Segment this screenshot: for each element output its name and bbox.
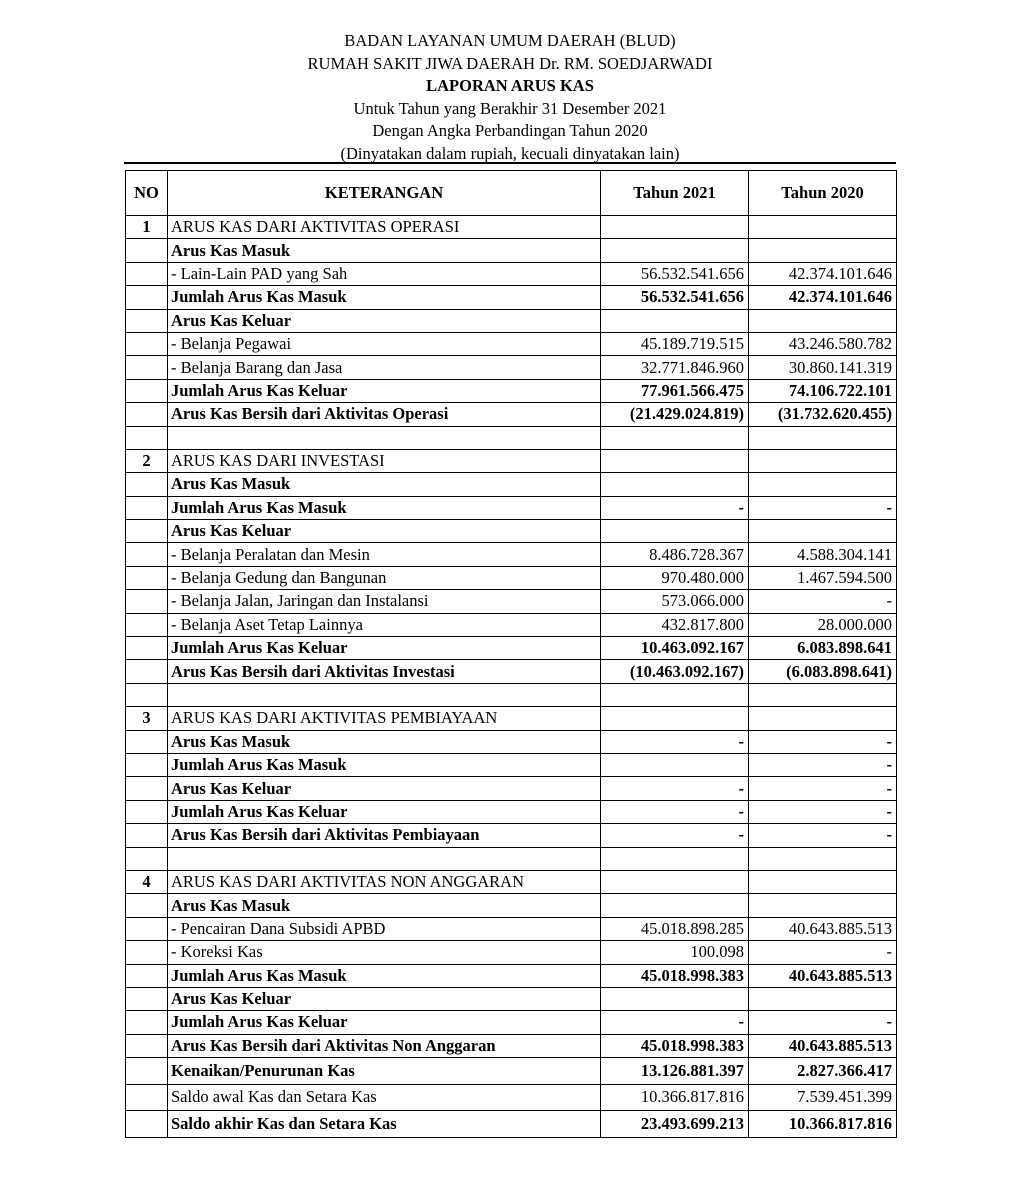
amount-2021-cell	[601, 870, 749, 893]
amount-2021-cell: 8.486.728.367	[601, 543, 749, 566]
row-number-cell: 3	[126, 707, 168, 730]
table-row	[126, 1034, 897, 1057]
amount-2020-cell: 42.374.101.646	[749, 262, 897, 285]
description-cell: - Belanja Aset Tetap Lainnya	[168, 613, 601, 636]
amount-2020-cell: 7.539.451.399	[749, 1084, 897, 1111]
table-row	[126, 870, 897, 893]
table-row	[126, 520, 897, 543]
amount-2020-cell	[749, 216, 897, 239]
description-cell: - Belanja Jalan, Jaringan dan Instalansi	[168, 590, 601, 613]
amount-2020-cell	[749, 894, 897, 917]
amount-2020-cell	[749, 239, 897, 262]
row-number-cell	[126, 590, 168, 613]
header-divider	[124, 162, 896, 164]
table-row	[126, 356, 897, 379]
description-cell: - Lain-Lain PAD yang Sah	[168, 262, 601, 285]
table-row	[126, 964, 897, 987]
description-cell: - Belanja Gedung dan Bangunan	[168, 566, 601, 589]
column-header-no: NO	[126, 171, 168, 216]
amount-2021-cell: 45.018.898.285	[601, 917, 749, 940]
amount-2021-cell: (10.463.092.167)	[601, 660, 749, 683]
description-cell: - Belanja Peralatan dan Mesin	[168, 543, 601, 566]
row-number-cell	[126, 660, 168, 683]
row-number-cell	[126, 637, 168, 660]
amount-2021-cell	[601, 520, 749, 543]
table-row	[126, 332, 897, 355]
description-cell	[168, 426, 601, 449]
amount-2020-cell	[749, 847, 897, 870]
description-cell: Arus Kas Masuk	[168, 239, 601, 262]
description-cell: - Belanja Pegawai	[168, 332, 601, 355]
table-body	[126, 216, 897, 1138]
table-row	[126, 894, 897, 917]
table-row	[126, 543, 897, 566]
column-header-keterangan: KETERANGAN	[168, 171, 601, 216]
row-number-cell	[126, 473, 168, 496]
row-number-cell	[126, 824, 168, 847]
amount-2021-cell: 56.532.541.656	[601, 286, 749, 309]
description-cell	[168, 847, 601, 870]
row-number-cell	[126, 239, 168, 262]
report-currency-note: (Dinyatakan dalam rupiah, kecuali dinyatakan lain)	[340, 143, 680, 163]
table-row	[126, 707, 897, 730]
amount-2021-cell	[601, 847, 749, 870]
amount-2021-cell: -	[601, 1011, 749, 1034]
table-row	[126, 473, 897, 496]
row-number-cell	[126, 286, 168, 309]
description-cell: Arus Kas Bersih dari Aktivitas Investasi	[168, 660, 601, 683]
table-row	[126, 824, 897, 847]
amount-2021-cell	[601, 426, 749, 449]
amount-2020-cell: -	[749, 824, 897, 847]
amount-2021-cell: 100.098	[601, 941, 749, 964]
description-cell: Arus Kas Masuk	[168, 473, 601, 496]
amount-2020-cell: -	[749, 777, 897, 800]
amount-2020-cell	[749, 707, 897, 730]
description-cell: - Pencairan Dana Subsidi APBD	[168, 917, 601, 940]
table-row	[126, 637, 897, 660]
table-row	[126, 403, 897, 426]
description-cell: Arus Kas Bersih dari Aktivitas Pembiayaan	[168, 824, 601, 847]
amount-2020-cell: 42.374.101.646	[749, 286, 897, 309]
description-cell: Saldo awal Kas dan Setara Kas	[168, 1084, 601, 1111]
amount-2020-cell: 74.106.722.101	[749, 379, 897, 402]
description-cell: Arus Kas Keluar	[168, 987, 601, 1010]
report-period: Untuk Tahun yang Berakhir 31 Desember 2021	[353, 98, 667, 118]
amount-2021-cell	[601, 987, 749, 1010]
amount-2020-cell	[749, 520, 897, 543]
table-row	[126, 216, 897, 239]
amount-2021-cell: 77.961.566.475	[601, 379, 749, 402]
report-header	[0, 30, 1020, 165]
amount-2021-cell	[601, 683, 749, 706]
column-header-tahun-2020: Tahun 2020	[749, 171, 897, 216]
row-number-cell	[126, 777, 168, 800]
description-cell: Jumlah Arus Kas Keluar	[168, 800, 601, 823]
amount-2020-cell	[749, 870, 897, 893]
table-header-row	[126, 171, 897, 216]
description-cell: Jumlah Arus Kas Keluar	[168, 379, 601, 402]
description-cell: ARUS KAS DARI AKTIVITAS OPERASI	[168, 216, 601, 239]
description-cell: Jumlah Arus Kas Keluar	[168, 1011, 601, 1034]
amount-2020-cell: 10.366.817.816	[749, 1111, 897, 1138]
amount-2021-cell: 45.018.998.383	[601, 1034, 749, 1057]
amount-2020-cell: (31.732.620.455)	[749, 403, 897, 426]
table-row	[126, 917, 897, 940]
description-cell: Arus Kas Keluar	[168, 520, 601, 543]
amount-2021-cell	[601, 449, 749, 472]
description-cell: - Koreksi Kas	[168, 941, 601, 964]
description-cell: Jumlah Arus Kas Masuk	[168, 496, 601, 519]
description-cell: Arus Kas Masuk	[168, 894, 601, 917]
amount-2020-cell: 28.000.000	[749, 613, 897, 636]
amount-2020-cell: 40.643.885.513	[749, 917, 897, 940]
amount-2021-cell: 23.493.699.213	[601, 1111, 749, 1138]
amount-2020-cell	[749, 426, 897, 449]
row-number-cell	[126, 426, 168, 449]
table-row	[126, 800, 897, 823]
table-row	[126, 309, 897, 332]
table-row	[126, 730, 897, 753]
row-number-cell	[126, 941, 168, 964]
amount-2021-cell: -	[601, 777, 749, 800]
amount-2021-cell: -	[601, 730, 749, 753]
table-row	[126, 613, 897, 636]
table-row	[126, 660, 897, 683]
row-number-cell	[126, 309, 168, 332]
row-number-cell	[126, 1111, 168, 1138]
row-number-cell	[126, 543, 168, 566]
row-number-cell	[126, 262, 168, 285]
row-number-cell	[126, 403, 168, 426]
table-row	[126, 262, 897, 285]
amount-2020-cell	[749, 449, 897, 472]
amount-2021-cell	[601, 309, 749, 332]
table-row	[126, 239, 897, 262]
institution-name: BADAN LAYANAN UMUM DAERAH (BLUD)	[344, 31, 676, 50]
row-number-cell	[126, 964, 168, 987]
amount-2020-cell: 6.083.898.641	[749, 637, 897, 660]
amount-2020-cell	[749, 683, 897, 706]
row-number-cell	[126, 683, 168, 706]
amount-2021-cell: -	[601, 800, 749, 823]
row-number-cell	[126, 379, 168, 402]
amount-2020-cell: -	[749, 753, 897, 776]
row-number-cell	[126, 753, 168, 776]
description-cell: Jumlah Arus Kas Masuk	[168, 286, 601, 309]
amount-2021-cell	[601, 894, 749, 917]
table-row	[126, 1111, 897, 1138]
table-row	[126, 426, 897, 449]
row-number-cell	[126, 332, 168, 355]
description-cell	[168, 683, 601, 706]
row-number-cell	[126, 987, 168, 1010]
table-row	[126, 590, 897, 613]
row-number-cell	[126, 1034, 168, 1057]
amount-2021-cell	[601, 707, 749, 730]
amount-2020-cell: -	[749, 730, 897, 753]
row-number-cell	[126, 1011, 168, 1034]
amount-2021-cell: 32.771.846.960	[601, 356, 749, 379]
table-row	[126, 1084, 897, 1111]
amount-2021-cell: 45.189.719.515	[601, 332, 749, 355]
description-cell: Jumlah Arus Kas Masuk	[168, 753, 601, 776]
amount-2020-cell: 30.860.141.319	[749, 356, 897, 379]
table-row	[126, 847, 897, 870]
hospital-name: RUMAH SAKIT JIWA DAERAH Dr. RM. SOEDJARWADI	[307, 53, 713, 73]
row-number-cell	[126, 566, 168, 589]
row-number-cell	[126, 730, 168, 753]
row-number-cell	[126, 1058, 168, 1085]
amount-2020-cell: 40.643.885.513	[749, 1034, 897, 1057]
row-number-cell: 1	[126, 216, 168, 239]
amount-2020-cell	[749, 473, 897, 496]
amount-2021-cell: 573.066.000	[601, 590, 749, 613]
description-cell: Jumlah Arus Kas Masuk	[168, 964, 601, 987]
cash-flow-table	[125, 170, 897, 1138]
description-cell: ARUS KAS DARI INVESTASI	[168, 449, 601, 472]
amount-2021-cell: 45.018.998.383	[601, 964, 749, 987]
table-row	[126, 379, 897, 402]
table-row	[126, 987, 897, 1010]
table-row	[126, 449, 897, 472]
amount-2021-cell: (21.429.024.819)	[601, 403, 749, 426]
row-number-cell	[126, 356, 168, 379]
amount-2020-cell: 43.246.580.782	[749, 332, 897, 355]
row-number-cell	[126, 917, 168, 940]
description-cell: Arus Kas Keluar	[168, 777, 601, 800]
table-row	[126, 1011, 897, 1034]
amount-2021-cell: -	[601, 496, 749, 519]
row-number-cell	[126, 496, 168, 519]
column-header-tahun-2021: Tahun 2021	[601, 171, 749, 216]
amount-2021-cell	[601, 473, 749, 496]
description-cell: Arus Kas Bersih dari Aktivitas Non Anggaran	[168, 1034, 601, 1057]
table-row	[126, 496, 897, 519]
amount-2020-cell: -	[749, 941, 897, 964]
row-number-cell	[126, 800, 168, 823]
amount-2020-cell: 4.588.304.141	[749, 543, 897, 566]
row-number-cell	[126, 847, 168, 870]
description-cell: - Belanja Barang dan Jasa	[168, 356, 601, 379]
table-row	[126, 683, 897, 706]
row-number-cell	[126, 613, 168, 636]
row-number-cell	[126, 894, 168, 917]
amount-2021-cell	[601, 216, 749, 239]
row-number-cell: 2	[126, 449, 168, 472]
table-row	[126, 941, 897, 964]
amount-2021-cell: 56.532.541.656	[601, 262, 749, 285]
description-cell: Arus Kas Bersih dari Aktivitas Operasi	[168, 403, 601, 426]
amount-2021-cell: -	[601, 824, 749, 847]
table-row	[126, 1058, 897, 1085]
amount-2020-cell: -	[749, 496, 897, 519]
table-row	[126, 753, 897, 776]
amount-2021-cell: 10.366.817.816	[601, 1084, 749, 1111]
amount-2020-cell: -	[749, 590, 897, 613]
amount-2021-cell: 10.463.092.167	[601, 637, 749, 660]
table-row	[126, 286, 897, 309]
amount-2020-cell: 40.643.885.513	[749, 964, 897, 987]
amount-2021-cell: 13.126.881.397	[601, 1058, 749, 1085]
amount-2020-cell: (6.083.898.641)	[749, 660, 897, 683]
amount-2021-cell: 432.817.800	[601, 613, 749, 636]
description-cell: Kenaikan/Penurunan Kas	[168, 1058, 601, 1085]
description-cell: ARUS KAS DARI AKTIVITAS PEMBIAYAAN	[168, 707, 601, 730]
description-cell: Jumlah Arus Kas Keluar	[168, 637, 601, 660]
amount-2020-cell	[749, 309, 897, 332]
table-row	[126, 566, 897, 589]
amount-2021-cell	[601, 753, 749, 776]
row-number-cell: 4	[126, 870, 168, 893]
table-row	[126, 777, 897, 800]
description-cell: Saldo akhir Kas dan Setara Kas	[168, 1111, 601, 1138]
amount-2020-cell	[749, 987, 897, 1010]
amount-2020-cell: 2.827.366.417	[749, 1058, 897, 1085]
description-cell: ARUS KAS DARI AKTIVITAS NON ANGGARAN	[168, 870, 601, 893]
amount-2020-cell: 1.467.594.500	[749, 566, 897, 589]
amount-2021-cell	[601, 239, 749, 262]
report-comparison: Dengan Angka Perbandingan Tahun 2020	[372, 121, 648, 140]
description-cell: Arus Kas Masuk	[168, 730, 601, 753]
row-number-cell	[126, 520, 168, 543]
amount-2021-cell: 970.480.000	[601, 566, 749, 589]
amount-2020-cell: -	[749, 1011, 897, 1034]
amount-2020-cell: -	[749, 800, 897, 823]
report-title: LAPORAN ARUS KAS	[426, 76, 594, 95]
row-number-cell	[126, 1084, 168, 1111]
description-cell: Arus Kas Keluar	[168, 309, 601, 332]
